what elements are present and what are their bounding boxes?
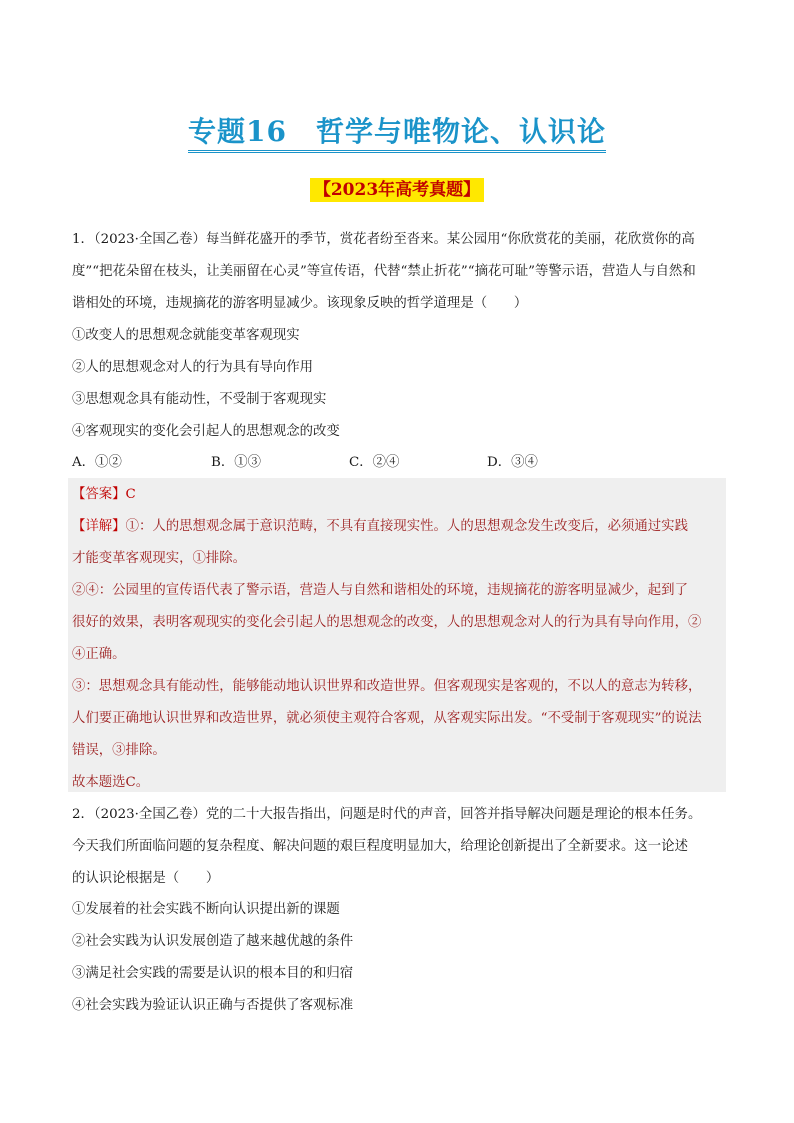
- q1-line-2: 度”“把花朵留在枝头，让美丽留在心灵”等宣传语，代替“禁止折花”“摘花可耻”等警示语，营造人与自然和: [72, 264, 696, 279]
- answer-label: 【答案】C: [72, 487, 136, 502]
- q2-item-1: ①发展着的社会实践不断向认识提出新的课题: [72, 902, 340, 917]
- q1-option-b: B．①③: [211, 455, 262, 470]
- detail-text-1: ①：人的思想观念属于意识范畴，不具有直接现实性。人的思想观念发生改变后，必须通过实践: [125, 519, 688, 534]
- para3-line-1: ③：思想观念具有能动性，能够能动地认识世界和改造世界。但客观现实是客观的，不以人的意志为转移，: [72, 679, 702, 694]
- page-title-text: 专题16 哲学与唯物论、认识论: [188, 115, 606, 153]
- q1-line-3: 谐相处的环境，违规摘花的游客明显减少。该现象反映的哲学道理是（ ）: [72, 296, 528, 311]
- q1-item-3: ③思想观念具有能动性，不受制于客观现实: [72, 392, 327, 407]
- q1-item-1: ①改变人的思想观念就能变革客观现实: [72, 328, 300, 343]
- para2-line-3: ④正确。: [72, 647, 126, 662]
- q1-item-4: ④客观现实的变化会引起人的思想观念的改变: [72, 424, 340, 439]
- q1-option-d: D．③④: [487, 455, 538, 470]
- q2-item-3: ③满足社会实践的需要是认识的根本目的和归宿: [72, 966, 354, 981]
- detail-line-1: [72, 517, 688, 537]
- detail-label: 【详解】: [72, 519, 126, 534]
- q2-line-3: 的认识论根据是（ ）: [72, 871, 220, 886]
- q2-item-2: ②社会实践为认识发展创造了越来越优越的条件: [72, 934, 354, 949]
- detail-line-2: 才能变革客观现实，①排除。: [72, 551, 247, 566]
- q1-option-a: A．①②: [72, 455, 122, 470]
- para2-line-1: ②④：公园里的宣传语代表了警示语，营造人与自然和谐相处的环境，违规摘花的游客明显减少，起到了: [72, 583, 688, 598]
- q1-item-2: ②人的思想观念对人的行为具有导向作用: [72, 360, 314, 375]
- q2-line-2: 今天我们所面临问题的复杂程度、解决问题的艰巨程度明显加大，给理论创新提出了全新要求。这一论述: [72, 839, 688, 854]
- page-title: [0, 110, 794, 150]
- section-heading-text: 【2023年高考真题】: [310, 178, 484, 202]
- para3-line-3: 错误，③排除。: [72, 743, 166, 758]
- q1-line-1: 1．（2023·全国乙卷）每当鲜花盛开的季节，赏花者纷至沓来。某公园用“你欣赏花的美丽，花欣赏你的高: [72, 232, 695, 247]
- q2-line-1: 2．（2023·全国乙卷）党的二十大报告指出，问题是时代的声音，回答并指导解决问题是理论的根本任务。: [72, 807, 702, 822]
- para2-line-2: 很好的效果，表明客观现实的变化会引起人的思想观念的改变，人的思想观念对人的行为具有导向作用，②: [72, 615, 702, 630]
- conclusion: 故本题选C。: [72, 775, 150, 790]
- q1-option-c: C．②④: [349, 455, 400, 470]
- para3-line-2: 人们要正确地认识世界和改造世界，就必须使主观符合客观，从客观实际出发。“不受制于客观现实”的说法: [72, 711, 702, 726]
- q2-item-4: ④社会实践为验证认识正确与否提供了客观标准: [72, 998, 354, 1013]
- section-heading: [0, 178, 794, 202]
